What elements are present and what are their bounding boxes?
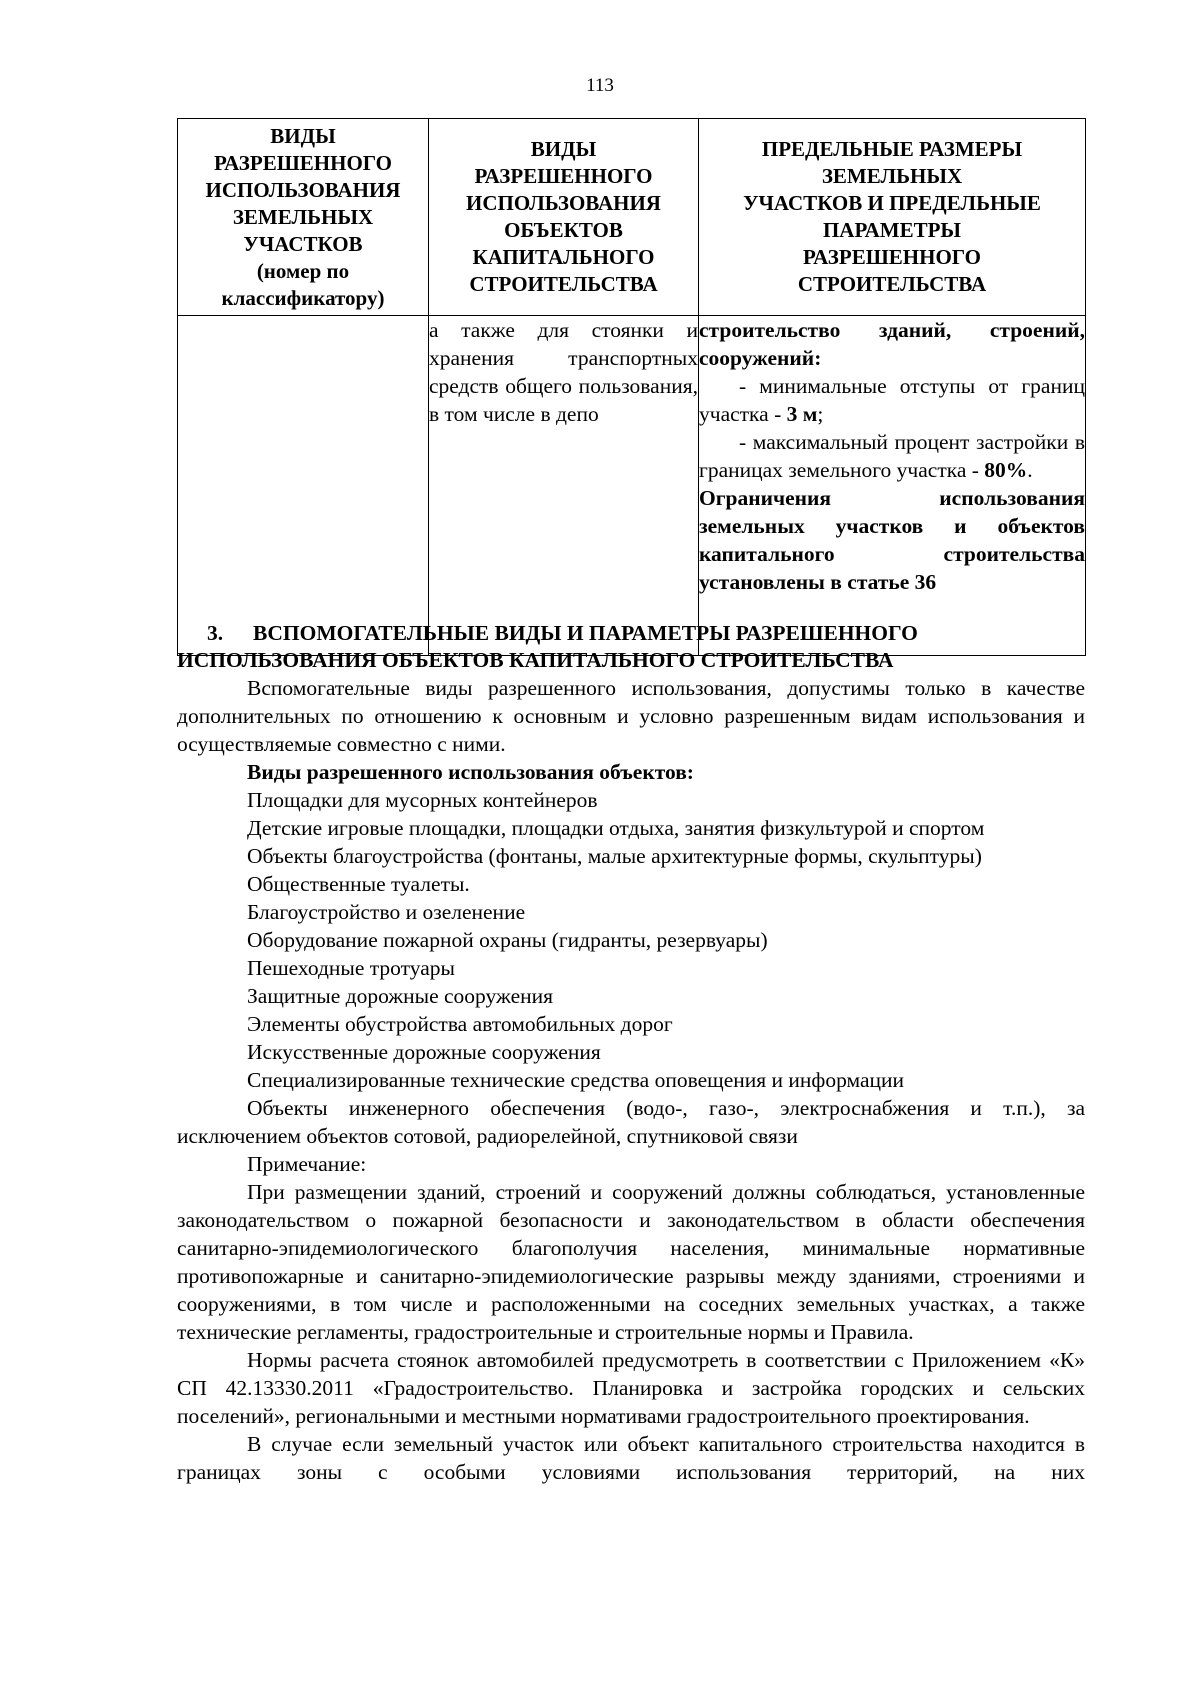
- cell-parameters: [699, 316, 1086, 656]
- list-item: Элементы обустройства автомобильных дорог: [247, 1012, 673, 1036]
- list-item: Оборудование пожарной охраны (гидранты, резервуары): [247, 928, 768, 952]
- header-land-use-types: ВИДЫ РАЗРЕШЕННОГО ИСПОЛЬЗОВАНИЯ ЗЕМЕЛЬНЫХ УЧАСТКОВ (номер по классификатору): [178, 119, 429, 316]
- list-item: Площадки для мусорных контейнеров: [247, 788, 598, 812]
- zoning-table: [177, 118, 1086, 656]
- note-paragraph-2: Нормы расчета стоянок автомобилей предусмотреть в соответствии с Приложением «К» СП 42.13330.2011 «Градостроительство. Планировка и застройка городских и сельских поселений», региональными и местными нормативами градостроительного проектирования.: [177, 1348, 1085, 1428]
- list-item: Пешеходные тротуары: [247, 956, 455, 980]
- intro-paragraph: Вспомогательные виды разрешенного использования, допустимы только в качестве дополнительных по отношению к основным и условно разрешенным видам использования и осуществляемые совместно с ними.: [177, 676, 1085, 756]
- list-item: Детские игровые площадки, площадки отдыха, занятия физкультурой и спортом: [247, 816, 985, 840]
- section-auxiliary-uses: [177, 620, 1085, 1486]
- header-limit-parameters: ПРЕДЕЛЬНЫЕ РАЗМЕРЫ ЗЕМЕЛЬНЫХ УЧАСТКОВ И ПРЕДЕЛЬНЫЕ ПАРАМЕТРЫ РАЗРЕШЕННОГО СТРОИТЕЛЬСТВА: [699, 119, 1086, 316]
- list-item: Искусственные дорожные сооружения: [247, 1040, 601, 1064]
- list-item: Защитные дорожные сооружения: [247, 984, 554, 1008]
- list-item: Объекты благоустройства (фонтаны, малые архитектурные формы, скульптуры): [247, 844, 982, 868]
- engineering-paragraph: Объекты инженерного обеспечения (водо-, газо-, электроснабжения и т.п.), за исключением объектов сотовой, радиорелейной, спутниковой связи: [177, 1096, 1085, 1148]
- list-item: Общественные туалеты.: [247, 872, 470, 896]
- note-paragraph-1: При размещении зданий, строений и сооружений должны соблюдаться, установленные законодательством о пожарной безопасности и законодательством в области обеспечения санитарно-эпидемиологического благополучия населения, минимальные нормативные противопожарные и санитарно-эпидемиологические разрывы между зданиями, строениями и сооружениями, в том числе и расположенными на соседних земельных участках, а также технические регламенты, градостроительные и строительные нормы и Правила.: [177, 1180, 1085, 1344]
- parameter-setback: - минимальные отступы от границ участка - 3 м;: [699, 374, 1085, 426]
- note-label: Примечание:: [247, 1152, 367, 1176]
- section-title: 3. ВСПОМОГАТЕЛЬНЫЕ ВИДЫ И ПАРАМЕТРЫ РАЗРЕШЕННОГО: [207, 621, 918, 645]
- note-paragraph-3: В случае если земельный участок или объект капитального строительства находится в границах зоны с особыми условиями использования территорий, на них: [177, 1432, 1085, 1484]
- list-item: Благоустройство и озеленение: [247, 900, 526, 924]
- list-heading: Виды разрешенного использования объектов:: [247, 760, 694, 784]
- cell-land-use: [178, 316, 429, 656]
- parameter-coverage: - максимальный процент застройки в границах земельного участка - 80%.: [699, 430, 1085, 482]
- table-header-row: [178, 119, 1086, 316]
- restriction-note: Ограничения использования земельных участков и объектов капитального строительства установлены в статье 36: [699, 486, 1085, 594]
- header-capital-construction-types: ВИДЫ РАЗРЕШЕННОГО ИСПОЛЬЗОВАНИЯ ОБЪЕКТОВ КАПИТАЛЬНОГО СТРОИТЕЛЬСТВА: [429, 119, 699, 316]
- section-title-line2: ИСПОЛЬЗОВАНИЯ ОБЪЕКТОВ КАПИТАЛЬНОГО СТРОИТЕЛЬСТВА: [177, 648, 894, 672]
- page-number: 113: [586, 75, 614, 96]
- table-row: [178, 316, 1086, 656]
- cell-construction-use: а также для стоянки и хранения транспортных средств общего пользования, в том числе в депо: [429, 316, 699, 656]
- list-item: Специализированные технические средства оповещения и информации: [247, 1068, 905, 1092]
- parameters-heading: строительство зданий, строений, сооружений:: [699, 318, 1085, 370]
